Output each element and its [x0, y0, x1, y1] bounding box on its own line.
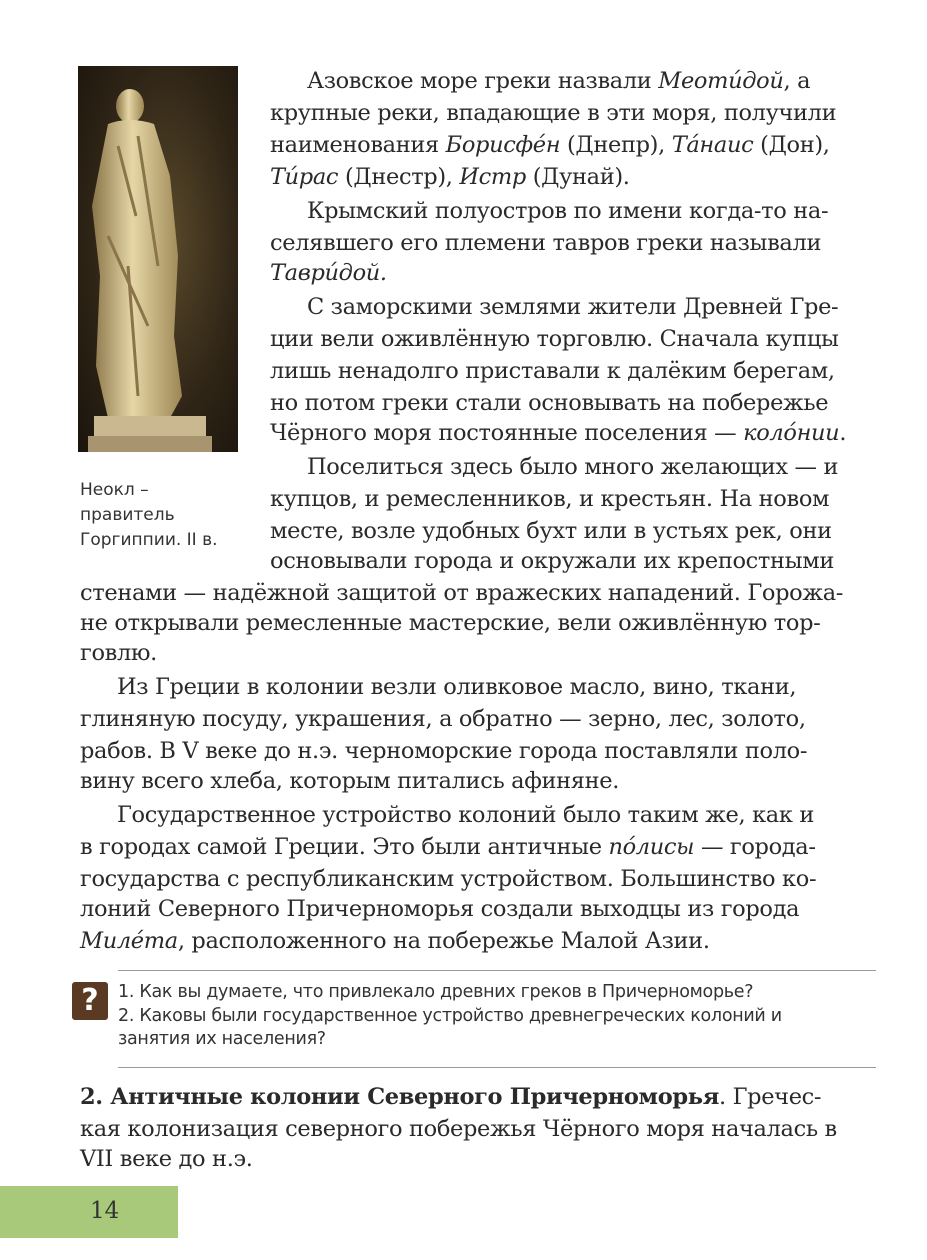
question-2-cont: занятия их населения? — [118, 1029, 326, 1049]
text-line: не открывали ремесленные мастерские, вели оживлённую тор- — [80, 610, 821, 636]
text-line: вину всего хлеба, которым питались афиняне. — [80, 768, 620, 794]
text-line: Азовское море греки назвали Меоти́дой, а — [307, 68, 811, 94]
text-line: основывали города и окружали их крепостными — [270, 548, 835, 574]
caption-line: правитель — [80, 505, 175, 525]
caption-line: Неокл – — [80, 480, 149, 500]
text-line: купцов, и ремесленников, и крестьян. На новом — [270, 486, 830, 512]
caption-line: Горгиппии. II в. — [80, 530, 218, 550]
statue-image — [78, 66, 238, 452]
text-line: VII веке до н.э. — [80, 1146, 253, 1172]
text-line: крупные реки, впадающие в эти моря, получили — [270, 100, 837, 126]
text-line: ции вели оживлённую торговлю. Сначала купцы — [270, 326, 839, 352]
text-line: С заморскими землями жители Древней Гре- — [307, 294, 839, 320]
text-line: Крымский полуостров по имени когда-то на- — [307, 198, 829, 224]
text-line: в городах самой Греции. Это были античные по́лисы — города- — [80, 834, 816, 860]
text-line: лишь ненадолго приставали к далёким берегам, — [270, 358, 835, 384]
text-line: Миле́та, расположенного на побережье Малой Азии. — [80, 928, 710, 954]
text-line: говлю. — [80, 640, 157, 666]
text-line: наименования Борисфе́н (Днепр), Та́наис (Дон), — [270, 132, 830, 158]
text-line: месте, возле удобных бухт или в устьях рек, они — [270, 518, 832, 544]
text-line: лоний Северного Причерноморья создали выходцы из города — [80, 896, 800, 922]
text-line: Из Греции в колонии везли оливковое масло, вино, ткани, — [117, 674, 797, 700]
question-icon: ? — [72, 982, 108, 1020]
text-line: стенами — надёжной защитой от вражеских нападений. Горожа- — [80, 580, 844, 606]
section-2-line: 2. Античные колонии Северного Причерноморья. Гречес- — [80, 1084, 822, 1110]
text-line: селявшего его племени тавров греки называли — [270, 230, 822, 256]
text-line: Таври́дой. — [270, 260, 387, 286]
image-caption — [80, 478, 255, 553]
question-2: 2. Каковы были государственное устройство древнегреческих колоний и — [118, 1006, 782, 1026]
text-line: глиняную посуду, украшения, а обратно — зерно, лес, золото, — [80, 706, 806, 732]
text-line: но потом греки стали основывать на побережье — [270, 390, 829, 416]
page-footer-band — [0, 1186, 178, 1238]
text-line: государства с республиканским устройством. Большинство ко- — [80, 866, 817, 892]
text-line: Чёрного моря постоянные поселения — коло́нии. — [270, 420, 847, 446]
section-2-heading: 2. Античные колонии Северного Причерноморья — [80, 1084, 719, 1110]
statue-icon — [78, 66, 238, 452]
text-line: кая колонизация северного побережья Чёрного моря началась в — [80, 1116, 837, 1142]
text-line: Ти́рас (Днестр), Истр (Дунай). — [270, 164, 630, 190]
question-1: 1. Как вы думаете, что привлекало древних греков в Причерноморье? — [118, 982, 754, 1002]
text-line: Государственное устройство колоний было таким же, как и — [117, 802, 815, 828]
text-line: рабов. В V веке до н.э. черноморские города поставляли поло- — [80, 738, 808, 764]
text-line: Поселиться здесь было много желающих — и — [307, 454, 839, 480]
page-number: 14 — [90, 1198, 120, 1224]
